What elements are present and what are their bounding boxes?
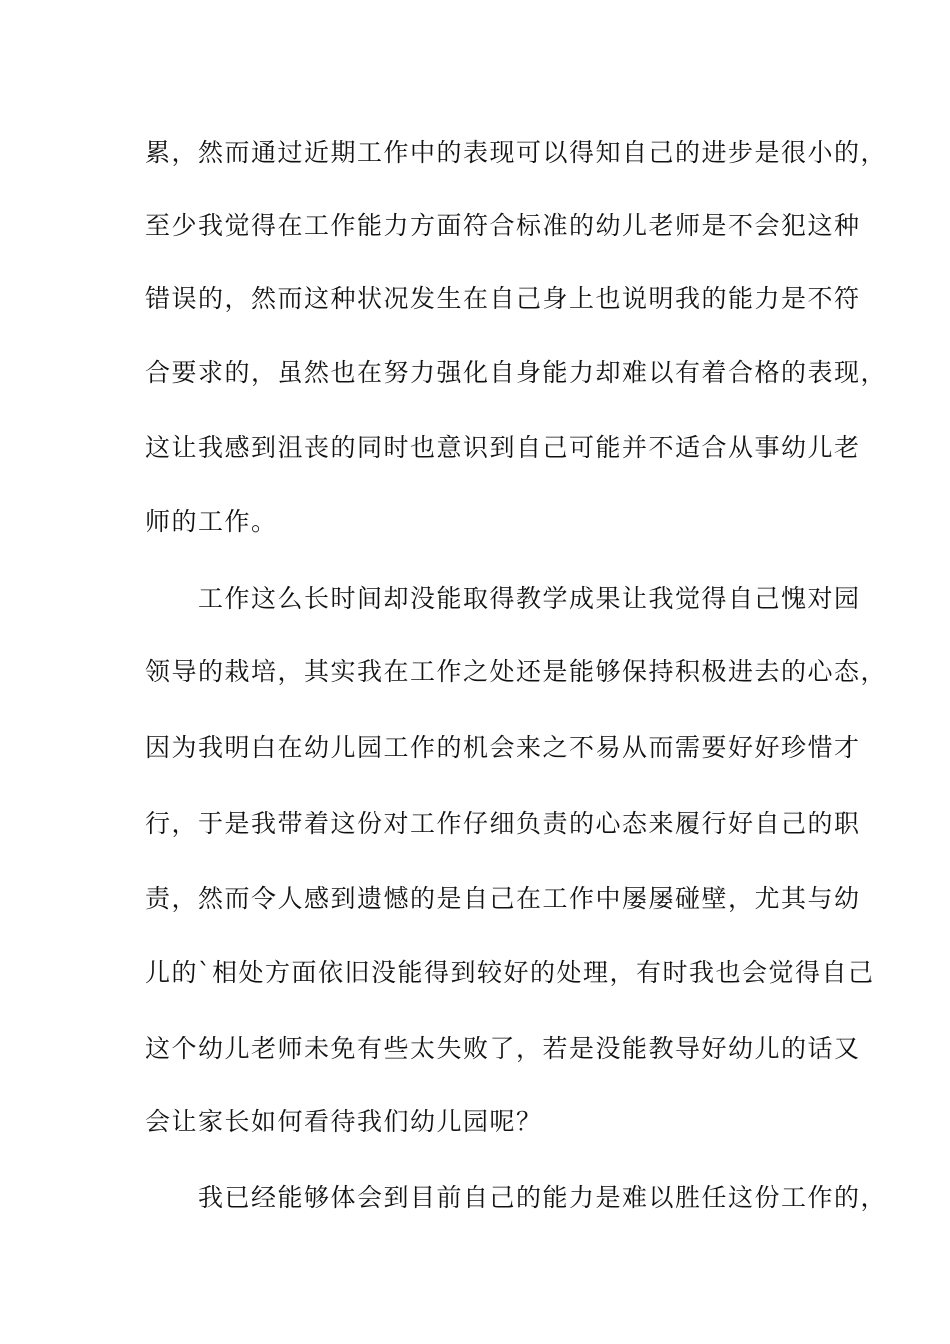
text-line: 儿的`相处方面依旧没能得到较好的处理，有时我也会觉得自己: [145, 958, 875, 987]
text-line: 师的工作。: [145, 507, 278, 536]
text-line: 领导的栽培，其实我在工作之处还是能够保持积极进去的心态，: [145, 657, 888, 686]
text-line: 累，然而通过近期工作中的表现可以得知自己的进步是很小的，: [145, 138, 888, 167]
text-line: 这让我感到沮丧的同时也意识到自己可能并不适合从事幼儿老: [145, 433, 861, 462]
text-line: 工作这么长时间却没能取得教学成果让我觉得自己愧对园: [145, 584, 861, 613]
text-line: 错误的，然而这种状况发生在自己身上也说明我的能力是不符: [145, 284, 861, 313]
text-line: 我已经能够体会到目前自己的能力是难以胜任这份工作的，: [145, 1183, 888, 1212]
text-line: 至少我觉得在工作能力方面符合标准的幼儿老师是不会犯这种: [145, 211, 861, 240]
text-line: 责，然而令人感到遗憾的是自己在工作中屡屡碰壁，尤其与幼: [145, 884, 861, 913]
text-line: 合要求的，虽然也在努力强化自身能力却难以有着合格的表现，: [145, 358, 888, 387]
text-line: 这个幼儿老师未免有些太失败了，若是没能教导好幼儿的话又: [145, 1034, 861, 1063]
text-line: 因为我明白在幼儿园工作的机会来之不易从而需要好好珍惜才: [145, 733, 861, 762]
text-line: 行，于是我带着这份对工作仔细负责的心态来履行好自己的职: [145, 809, 861, 838]
text-line: 会让家长如何看待我们幼儿园呢？: [145, 1107, 543, 1136]
